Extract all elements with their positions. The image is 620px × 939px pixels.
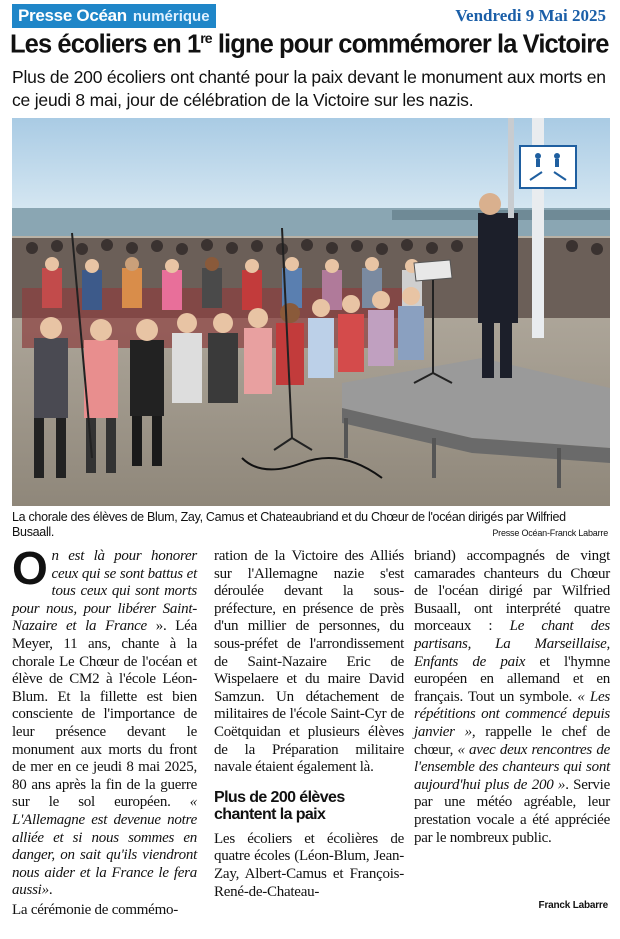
publication-date: Vendredi 9 Mai 2025: [455, 6, 606, 25]
headline-post: ligne pour commémorer la Victoire: [211, 30, 609, 59]
songs-list: Le chant des partisans, La Marseillaise, Enfants de paix: [414, 618, 610, 670]
people-arrows-sign-icon: [520, 146, 576, 188]
article-column-3: [414, 548, 610, 847]
quote-rehearsals: « Les répétitions ont commencé depuis janvier »: [414, 688, 610, 740]
article-paragraph-1: [12, 542, 197, 900]
paragraph-3b-mid: et l'hymne européen en allemand et en français. Tout un symbole.: [414, 653, 610, 705]
masthead-edition: numérique: [132, 7, 210, 25]
article-paragraph-3-continued: [414, 548, 610, 847]
paragraph-1-end: .: [48, 882, 53, 899]
paragraph-3b-end: . Servie par une météo agréable, leur prestation vocale a été appréciée par le nombreux public.: [414, 776, 610, 846]
opening-quote: n est là pour honorer ceux qui se sont battus et tous ceux qui sont morts pour nous, pour libérer Saint-Nazaire et la France: [12, 548, 197, 635]
article-subhead: Plus de 200 élèves chantent la paix: [214, 788, 345, 823]
paragraph-3b-mid2: , rappelle le chef de chœur,: [414, 723, 610, 758]
lead-paragraph: Plus de 200 écoliers ont chanté pour la paix devant le monument aux morts en ce jeudi 8 mai, jour de célébration de la Victoire sur les nazis.: [12, 67, 606, 110]
photo-credit: Presse Océan-Franck Labarre: [492, 528, 608, 538]
paragraph-3b-start: briand) accompagnés de vingt camarades chanteurs du Chœur de l'océan dirigé par Wilfried Busaall, ont interprété quatre morceaux :: [414, 548, 610, 635]
article-photo: [12, 118, 610, 506]
article-column-2: [214, 548, 404, 901]
article-paragraph-2-start: [12, 902, 197, 920]
headline: [10, 30, 612, 60]
paragraph-1-body: ». Léa Meyer, 11 ans, chante à la chorale Le Chœur de l'océan et élève de CM2 à l'école Léon-Blum. Et la fillette est bien consciente de l'importance de leur présence devant le monument aux morts du front de mer en ce jeudi 8 mai 2025, 80 ans après la fin de la guerre sur le sol européen.: [12, 618, 197, 811]
quote-germany-ally: « L'Allemagne est devenue notre alliée et si nous sommes en danger, on sait qu'ils viendront nous aider et la France le fera aussi»: [12, 794, 197, 899]
masthead-brand: Presse Océan: [18, 6, 127, 25]
article-author: Franck Labarre: [538, 900, 608, 911]
drop-cap: O: [12, 542, 48, 594]
choir-photo-illustration: [12, 118, 610, 506]
paragraph-2-first-part: La cérémonie de commémo-: [12, 901, 179, 918]
headline-sup: re: [200, 30, 212, 46]
masthead: [12, 4, 216, 28]
article-paragraph-2-continued: [214, 548, 404, 777]
headline-pre: Les écoliers en 1: [10, 30, 201, 59]
article-paragraph-3: Les écoliers et écolières de quatre écoles (Léon-Blum, Jean-Zay, Albert-Camus et François-René-de-Chateau-: [214, 830, 404, 900]
photo-caption: La chorale des élèves de Blum, Zay, Camus et Chateaubriand et du Chœur de l'océan dirigés par Wilfried Busaall.: [12, 510, 566, 539]
article-column-1: [12, 542, 197, 919]
quote-meetings: « avec deux rencontres de l'ensemble des chanteurs qui sont aujourd'hui plus de 200 »: [414, 741, 610, 793]
paragraph-2-second-part: ration de la Victoire des Alliés sur l'Allemagne nazie s'est déroulée devant la sous-préfecture, en présence de près d'un millier de personnes, du sous-préfet de l'arrondissement de Saint-Nazaire Eric de Wispelaere et du maire David Samzun. Un détachement de militaires de l'école Saint-Cyr de Coëtquidan et plusieurs élèves de la Préparation militaire navale étaient également là.: [214, 548, 404, 776]
